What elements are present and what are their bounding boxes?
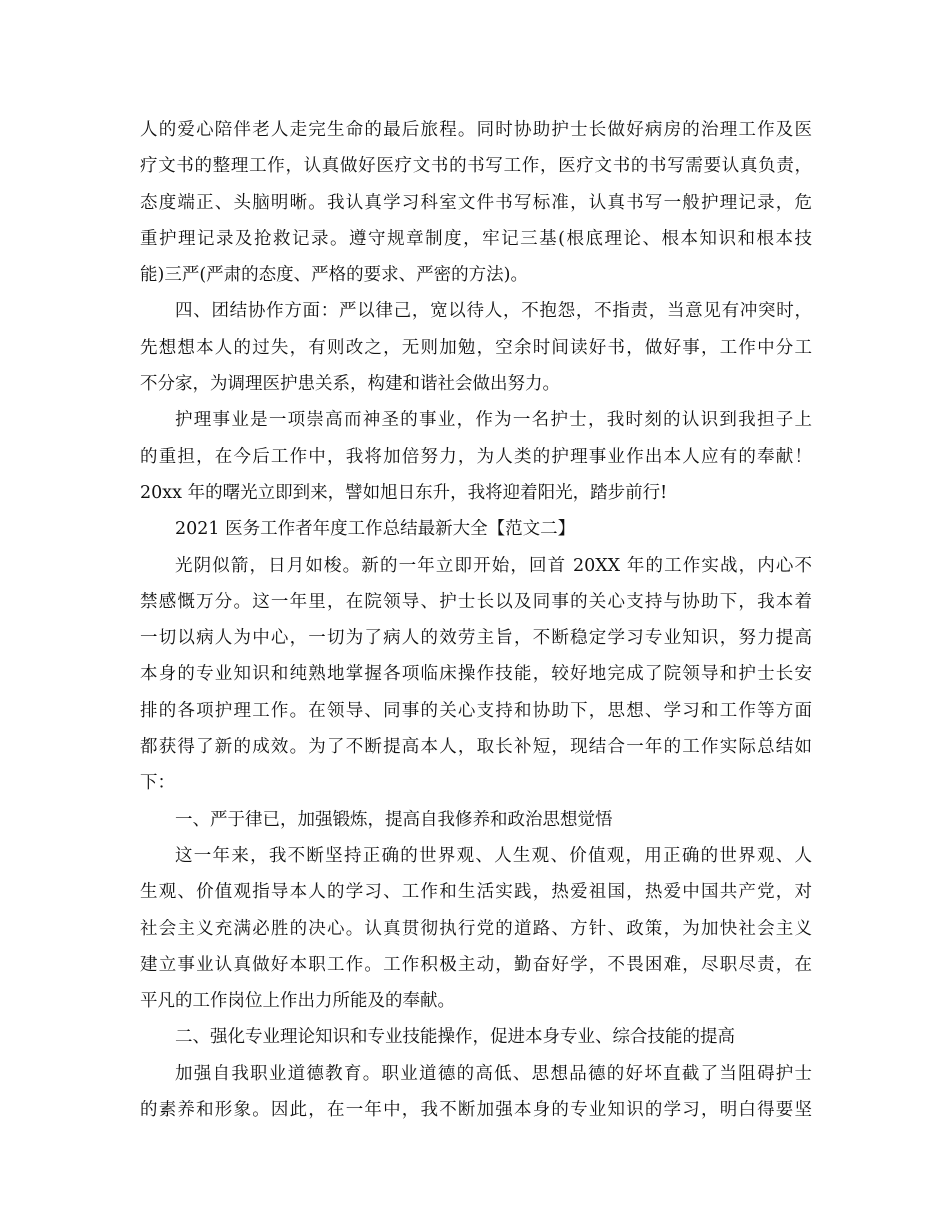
text-line: 的重担，在今后工作中，我将加倍努力，为人类的护理事业作出本人应有的奉献！ bbox=[140, 446, 812, 467]
text-line: 不分家，为调理医护患关系，构建和谐社会做出努力。 bbox=[140, 374, 560, 395]
text-line: 重护理记录及抢救记录。遵守规章制度，牢记三基(根底理论、根本知识和根本技 bbox=[140, 228, 812, 249]
text-line: 一切以病人为中心，一切为了病人的效劳主旨，不断稳定学习专业知识，努力提高 bbox=[140, 628, 812, 649]
text-line: 排的各项护理工作。在领导、同事的关心支持和协助下，思想、学习和工作等方面 bbox=[140, 700, 812, 721]
text-line: 建立事业认真做好本职工作。工作积极主动，勤奋好学，不畏困难，尽职尽责，在 bbox=[140, 954, 812, 975]
text-line: 平凡的工作岗位上作出力所能及的奉献。 bbox=[140, 991, 455, 1012]
section-heading: 二、强化专业理论知识和专业技能操作，促进本身专业、综合技能的提高 bbox=[175, 1027, 735, 1048]
text-line: 本身的专业知识和纯熟地掌握各项临床操作技能，较好地完成了院领导和护士长安 bbox=[140, 664, 812, 685]
text-line: 社会主义充满必胜的决心。认真贯彻执行党的道路、方针、政策，为加快社会主义 bbox=[140, 918, 812, 939]
text-line: 的素养和形象。因此，在一年中，我不断加强本身的专业知识的学习，明白得要坚 bbox=[140, 1100, 812, 1121]
text-line: 禁感慨万分。这一年里，在院领导、护士长以及同事的关心支持与协助下，我本着 bbox=[140, 591, 812, 612]
text-line: 护理事业是一项崇高而神圣的事业，作为一名护士，我时刻的认识到我担子上 bbox=[175, 410, 812, 431]
section-heading: 一、严于律已，加强锻炼，提高自我修养和政治思想觉悟 bbox=[175, 809, 613, 830]
text-line: 生观、价值观指导本人的学习、工作和生活实践，热爱祖国，热爱中国共产党，对 bbox=[140, 882, 812, 903]
text-line: 四、团结协作方面：严以律己，宽以待人，不抱怨，不指责，当意见有冲突时， bbox=[175, 301, 812, 322]
text-line: 疗文书的整理工作，认真做好医疗文书的书写工作，医疗文书的书写需要认真负责， bbox=[140, 156, 812, 177]
text-line: 这一年来，我不断坚持正确的世界观、人生观、价值观，用正确的世界观、人 bbox=[175, 845, 812, 866]
text-line: 下： bbox=[140, 773, 175, 794]
text-line: 能)三严(严肃的态度、严格的要求、严密的方法)。 bbox=[140, 265, 528, 286]
text-line: 都获得了新的成效。为了不断提高本人，取长补短，现结合一年的工作实际总结如 bbox=[140, 737, 812, 758]
text-line: 态度端正、头脑明晰。我认真学习科室文件书写标准，认真书写一般护理记录，危 bbox=[140, 192, 812, 213]
text-line: 加强自我职业道德教育。职业道德的高低、思想品德的好坏直截了当阻碍护士 bbox=[175, 1063, 812, 1084]
section-heading: 2021 医务工作者年度工作总结最新大全【范文二】 bbox=[175, 519, 576, 540]
text-line: 人的爱心陪伴老人走完生命的最后旅程。同时协助护士长做好病房的治理工作及医 bbox=[140, 120, 812, 140]
text-line: 20xx 年的曙光立即到来，譬如旭日东升，我将迎着阳光，踏步前行! bbox=[140, 482, 668, 503]
text-line: 先想想本人的过失，有则改之，无则加勉，空余时间读好书，做好事，工作中分工 bbox=[140, 337, 812, 358]
document-body bbox=[140, 112, 812, 1128]
text-line: 光阴似箭，日月如梭。新的一年立即开始，回首 20XX 年的工作实战，内心不 bbox=[175, 555, 812, 576]
